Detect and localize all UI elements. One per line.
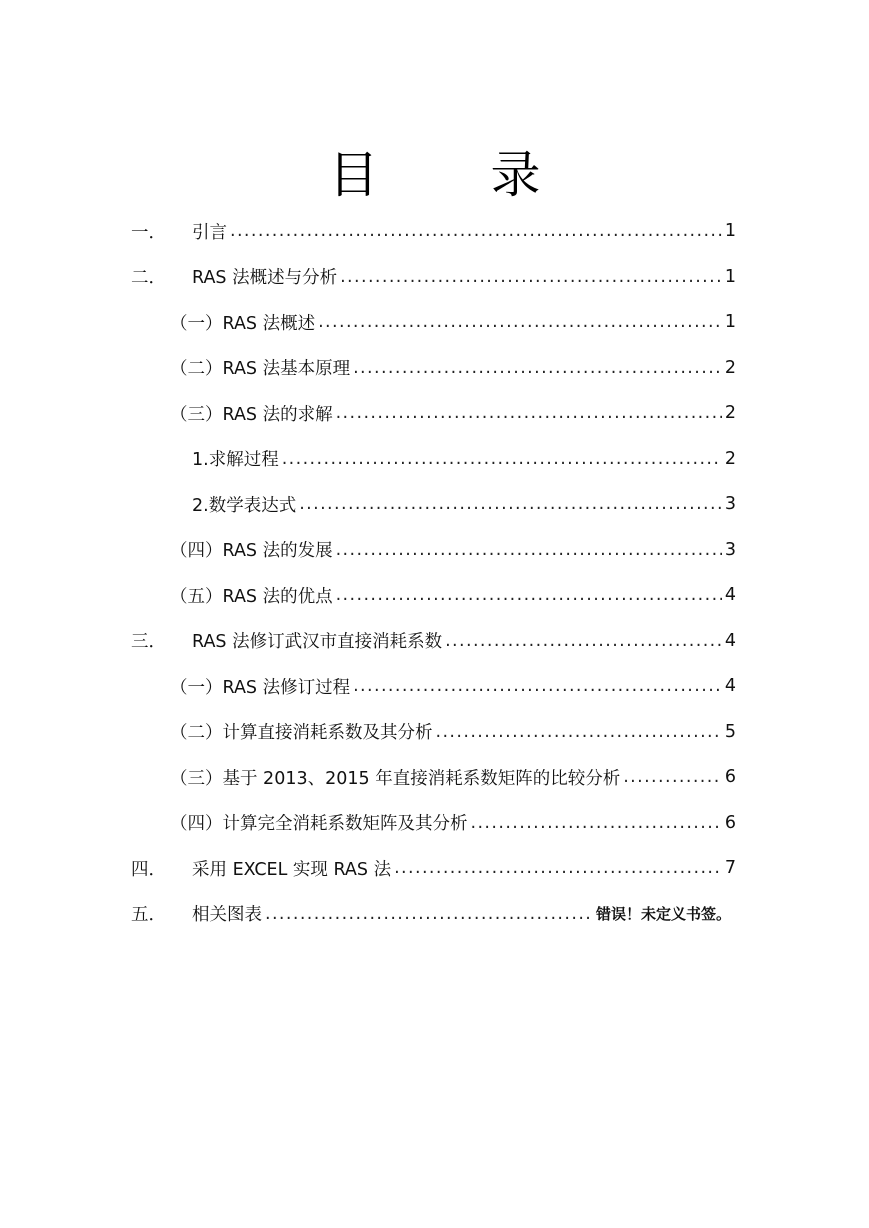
toc-leader-dots (318, 312, 722, 332)
toc-page-error: 错误！未定义书签。 (595, 905, 731, 923)
toc-page-number: 1 (724, 266, 736, 287)
toc-page-number: 7 (724, 858, 736, 878)
toc-number: 一． (131, 222, 166, 243)
toc-number: 三． (131, 632, 166, 652)
toc-leader-dots (436, 722, 722, 742)
toc-text: （三）RAS 法的求解 (170, 404, 333, 425)
toc-text: （四）RAS 法的发展 (170, 541, 333, 561)
page-title: 目 录 (328, 146, 589, 204)
toc-leader-dots (340, 267, 722, 287)
toc-page-number: 2 (724, 448, 736, 469)
toc-leader-dots (445, 631, 722, 651)
toc-text: 2.数学表达式 (192, 495, 297, 516)
toc-leader-dots (623, 767, 722, 787)
toc-number: 四． (131, 859, 166, 880)
toc-entry[interactable] (131, 892, 731, 936)
toc-text: RAS 法修订武汉市直接消耗系数 (192, 632, 443, 652)
toc-leader-dots (394, 858, 722, 878)
toc-entry[interactable] (170, 300, 736, 344)
toc-leader-dots (471, 813, 722, 833)
toc-text: RAS 法概述与分析 (192, 268, 338, 288)
toc-text: （五）RAS 法的优点 (170, 586, 333, 607)
toc-text: （三）基于 2013、2015 年直接消耗系数矩阵的比较分析 (170, 768, 621, 789)
toc-text: 相关图表 (192, 905, 262, 925)
toc-leader-dots (336, 540, 722, 560)
toc-page-number: 3 (724, 494, 736, 514)
toc-page-number: 4 (724, 585, 736, 605)
toc-entry[interactable] (170, 801, 736, 845)
toc-entry[interactable] (170, 391, 736, 435)
toc-text: 采用 EXCEL 实现 RAS 法 (192, 859, 392, 880)
toc-page-number: 2 (724, 403, 736, 423)
toc-page-number: 3 (724, 539, 736, 560)
toc-text: （四）计算完全消耗系数矩阵及其分析 (170, 814, 468, 834)
toc-entry[interactable] (170, 664, 736, 708)
toc-entry[interactable] (131, 619, 736, 663)
toc-entry[interactable] (170, 573, 736, 617)
toc-entry[interactable] (192, 482, 736, 526)
toc-entry[interactable] (192, 437, 736, 481)
toc-page-number: 6 (724, 812, 736, 833)
toc-entry[interactable] (131, 255, 736, 299)
toc-text: 引言 (192, 222, 227, 243)
toc-page-number: 1 (724, 312, 736, 332)
toc-number: 五． (131, 905, 166, 925)
toc-leader-dots (353, 676, 722, 696)
toc-entry[interactable] (170, 346, 736, 390)
toc-text: （一）RAS 法修订过程 (170, 677, 351, 698)
toc-entry[interactable] (170, 528, 736, 572)
toc-text: （二）RAS 法基本原理 (170, 359, 351, 379)
toc-page-number: 1 (724, 221, 736, 241)
toc-leader-dots (353, 358, 722, 378)
toc-text: （二）计算直接消耗系数及其分析 (170, 723, 433, 743)
toc-page-number: 6 (724, 767, 736, 787)
toc-leader-dots (336, 403, 722, 423)
toc-page-number: 4 (724, 676, 736, 696)
toc-entry[interactable] (131, 209, 736, 253)
toc-entry[interactable] (170, 755, 736, 799)
toc-text: 1.求解过程 (192, 450, 279, 470)
toc-leader-dots (230, 221, 722, 241)
toc-text: （一）RAS 法概述 (170, 313, 316, 334)
toc-entry[interactable] (131, 846, 736, 890)
toc-leader-dots (299, 494, 722, 514)
toc-number: 二． (131, 268, 166, 288)
toc-entry[interactable] (170, 710, 736, 754)
toc-page-number: 4 (724, 630, 736, 651)
toc-leader-dots (265, 904, 593, 924)
toc-leader-dots (282, 449, 722, 469)
toc-page-number: 2 (724, 357, 736, 378)
toc-leader-dots (336, 585, 722, 605)
toc-page-number: 5 (724, 721, 736, 742)
